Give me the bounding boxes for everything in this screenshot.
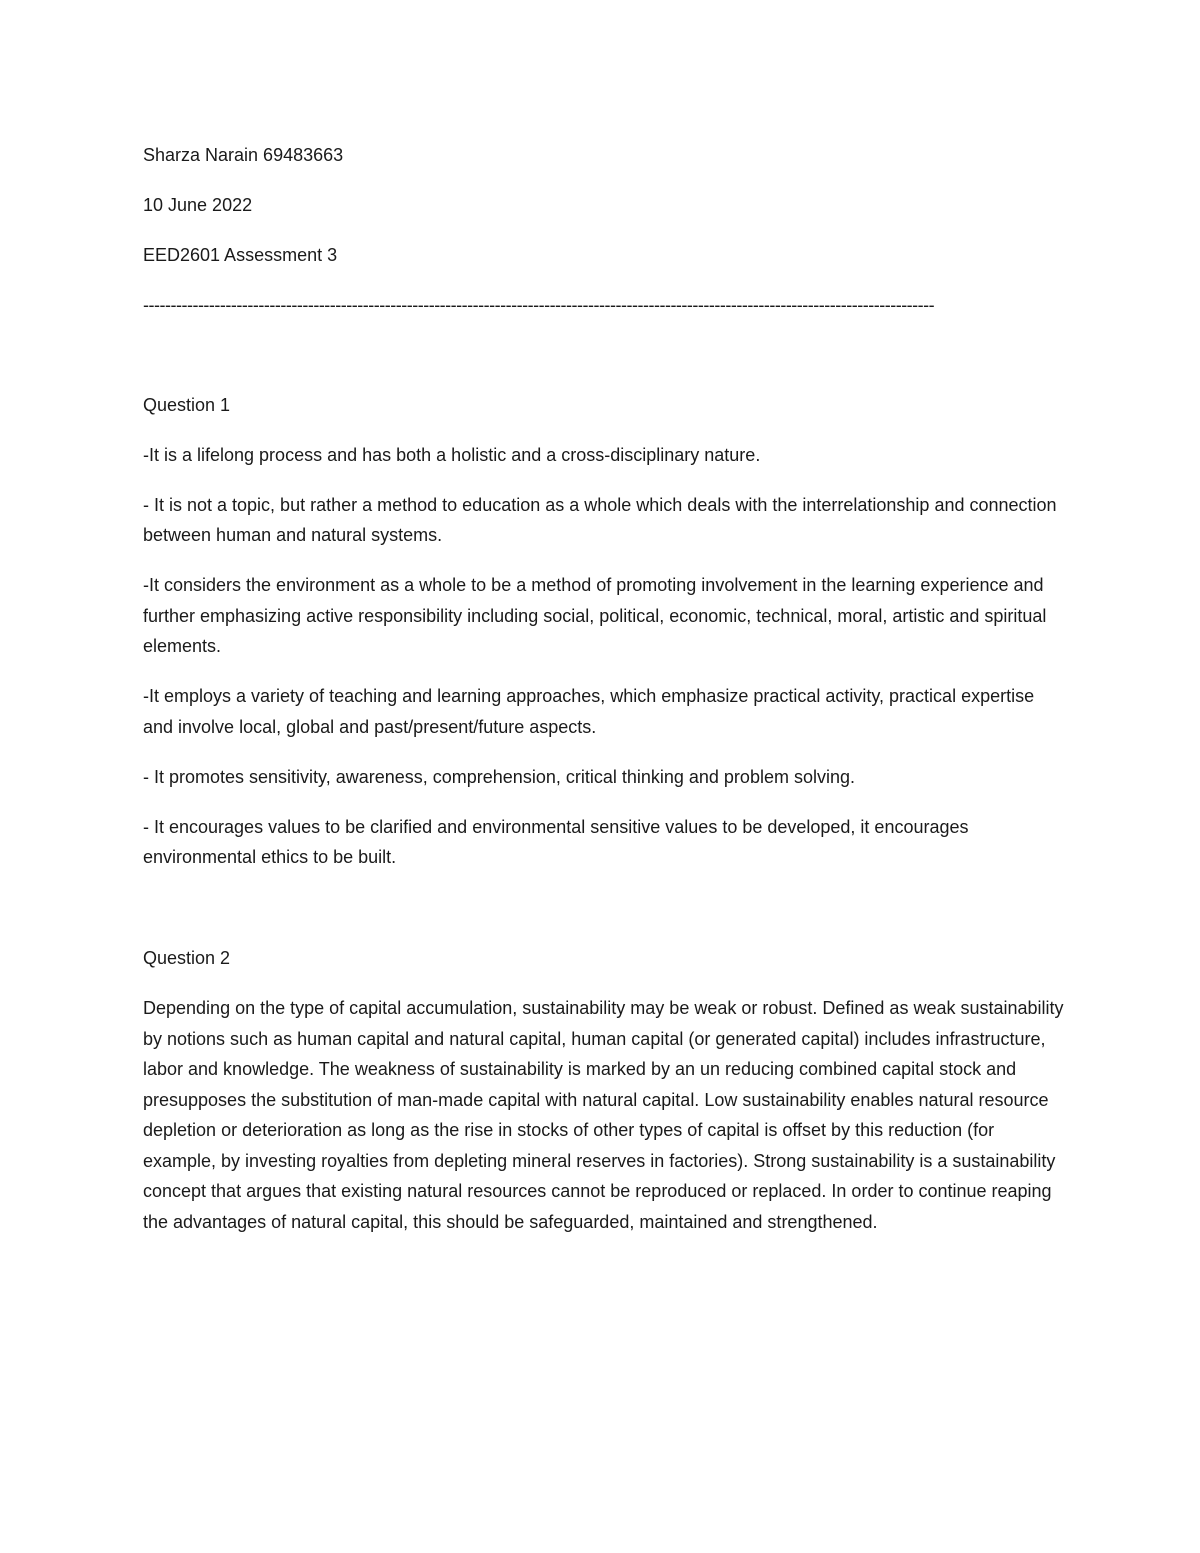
question-1-title: Question 1: [143, 394, 231, 415]
document-body: [143, 140, 1068, 1257]
question-2-section: [143, 943, 1068, 1237]
question-1-point: - It encourages values to be clarified and environmental sensitive values to be developed, it encourages environmental ethics to be built.: [143, 816, 969, 867]
question-1-section: [143, 390, 1068, 873]
student-name-line: Sharza Narain 69483663: [143, 145, 344, 165]
separator-rule: ------------------------------------------------------------------------------------------------------------------------------------------------: [143, 295, 935, 315]
date-line: 10 June 2022: [143, 195, 253, 215]
question-2-body: Depending on the type of capital accumulation, sustainability may be weak or robust. Defined as weak sustainability by notions such as human capital and natural capital, human capital (or generated capital) includes infrastructure, labor and knowledge. The weakness of sustainability is marked by an un reducing combined capital stock and presupposes the substitution of man-made capital with natural capital. Low sustainability enables natural resource depletion or deterioration as long as the rise in stocks of other types of capital is offset by this reduction (for example, by investing royalties from depleting mineral reserves in factories). Strong sustainability is a sustainability concept that argues that existing natural resources cannot be reproduced or replaced. In order to continue reaping the advantages of natural capital, this should be safeguarded, maintained and strengthened.: [143, 998, 1064, 1232]
question-1-point: - It promotes sensitivity, awareness, comprehension, critical thinking and problem solving.: [143, 766, 855, 787]
question-2-title: Question 2: [143, 948, 231, 968]
question-1-point: -It is a lifelong process and has both a holistic and a cross-disciplinary nature.: [143, 444, 761, 465]
question-1-point: - It is not a topic, but rather a method to education as a whole which deals with the interrelationship and connection between human and natural systems.: [143, 494, 1057, 545]
question-1-point: -It employs a variety of teaching and learning approaches, which emphasize practical activity, practical expertise and involve local, global and past/present/future aspects.: [143, 686, 1035, 737]
question-1-point: -It considers the environment as a whole to be a method of promoting involvement in the learning experience and further emphasizing active responsibility including social, political, economic, technical, moral, artistic and spiritual elements.: [143, 575, 1047, 656]
course-line: EED2601 Assessment 3: [143, 245, 338, 265]
